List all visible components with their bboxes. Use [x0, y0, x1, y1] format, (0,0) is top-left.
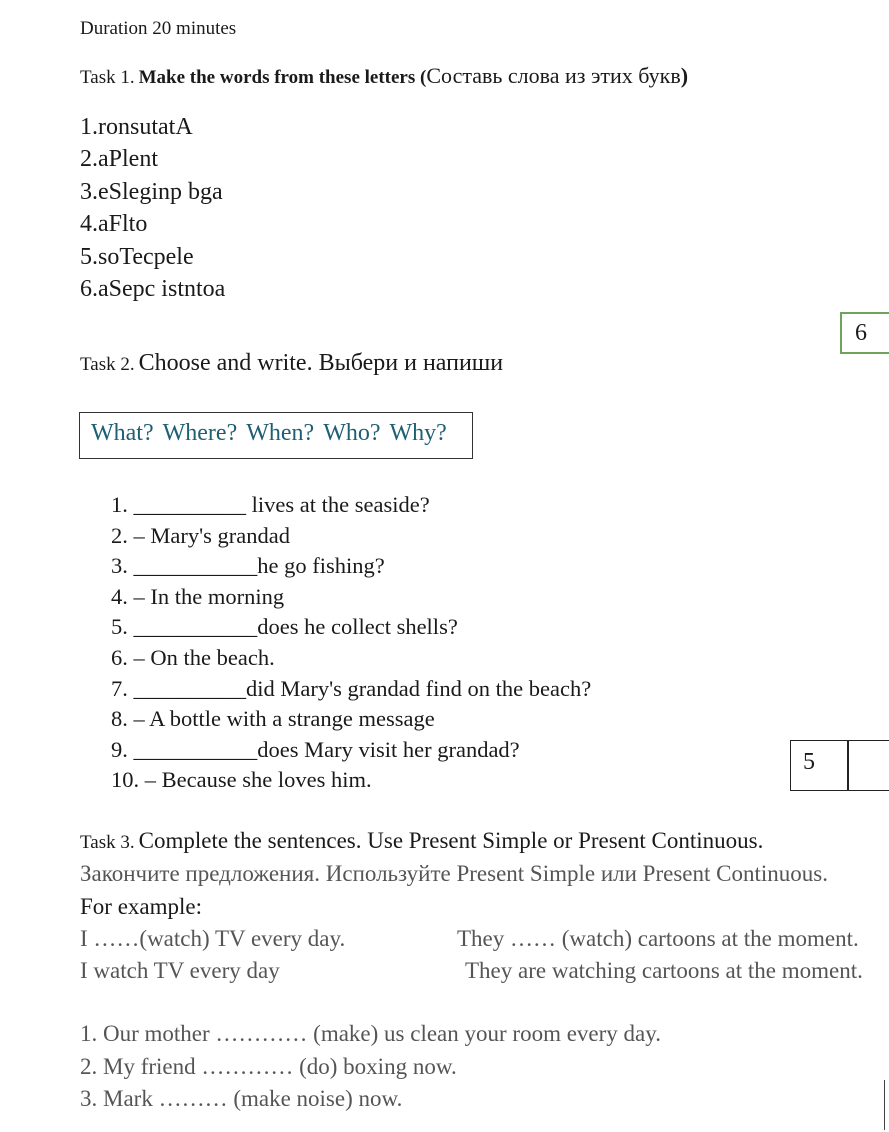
task2-title: Choose and write. Выбери и напиши — [138, 350, 504, 376]
task2-score: 5 — [803, 749, 815, 775]
task2-prefix: Task 2. — [80, 354, 135, 375]
task2-item: 1. __________ lives at the seaside? — [111, 492, 430, 517]
task1-item: 2.aPlent — [80, 146, 158, 173]
example-left-answer: I watch TV every day — [80, 958, 280, 983]
for-example-label: For example: — [80, 894, 202, 919]
task3-item: 3. Mark ……… (make noise) now. — [80, 1086, 403, 1111]
task2-item: 10. – Because she loves him. — [111, 767, 372, 793]
task2-item: 3. ___________he go fishing? — [111, 553, 385, 579]
duration-text: Duration 20 minutes — [80, 18, 237, 39]
task1-title-ru: Составь слова из этих букв — [426, 63, 681, 88]
task2-score-box — [790, 740, 889, 791]
task1-prefix: Task 1. — [80, 67, 135, 88]
word-bank-item: Why? — [389, 420, 447, 446]
task2-item: 5. ___________does he collect shells? — [111, 614, 458, 640]
task2-item: 4. – In the morning — [111, 583, 285, 609]
task3-title: Complete the sentences. Use Present Simple or Present Continuous. — [138, 828, 764, 853]
task1-title: Make the words from these letters ( — [138, 67, 427, 88]
task2-heading — [80, 350, 503, 377]
task3-list — [80, 1018, 661, 1116]
task2-item: 9. ___________does Mary visit her grandad? — [111, 736, 520, 762]
word-bank-item: When? — [246, 420, 315, 446]
word-bank-item: What? — [91, 420, 154, 446]
word-bank-box — [79, 412, 473, 459]
task1-item: 3.eSleginp bga — [80, 178, 223, 205]
task1-item: 1.ronsutatA — [80, 114, 193, 140]
task2-item: 6. – On the beach. — [111, 644, 275, 670]
example-right-answer: They are watching cartoons at the moment. — [465, 958, 863, 983]
task2-item: 2. – Mary's grandad — [111, 522, 291, 548]
score-divider — [847, 741, 849, 790]
task3-heading — [80, 828, 763, 854]
word-bank-item: Where? — [162, 420, 238, 446]
edge-line — [884, 1080, 885, 1130]
task1-item: 5.soTecpele — [80, 243, 194, 270]
example-left-question: I ……(watch) TV every day. — [80, 926, 346, 951]
task2-item: 8. – A bottle with a strange message — [111, 706, 435, 732]
example-right-question: They …… (watch) cartoons at the moment. — [457, 926, 859, 951]
task3-prefix: Task 3. — [80, 832, 135, 853]
task2-list — [111, 490, 591, 796]
task1-item: 4.aFlto — [80, 211, 148, 238]
task1-list — [80, 111, 225, 305]
word-bank-item: Who? — [323, 420, 381, 446]
task3-item: 1. Our mother ………… (make) us clean your room every day. — [80, 1021, 662, 1046]
task1-title-close: ) — [680, 63, 689, 88]
task1-heading — [80, 63, 688, 89]
task1-score-box: 6 — [840, 312, 889, 354]
task2-item: 7. __________did Mary's grandad find on the beach? — [111, 675, 592, 701]
task3-item: 2. My friend ………… (do) boxing now. — [80, 1053, 457, 1079]
task3-title-ru: Закончите предложения. Используйте Present Simple или Present Continuous. — [80, 861, 828, 886]
task1-item: 6.aSepc istntoa — [80, 276, 226, 303]
